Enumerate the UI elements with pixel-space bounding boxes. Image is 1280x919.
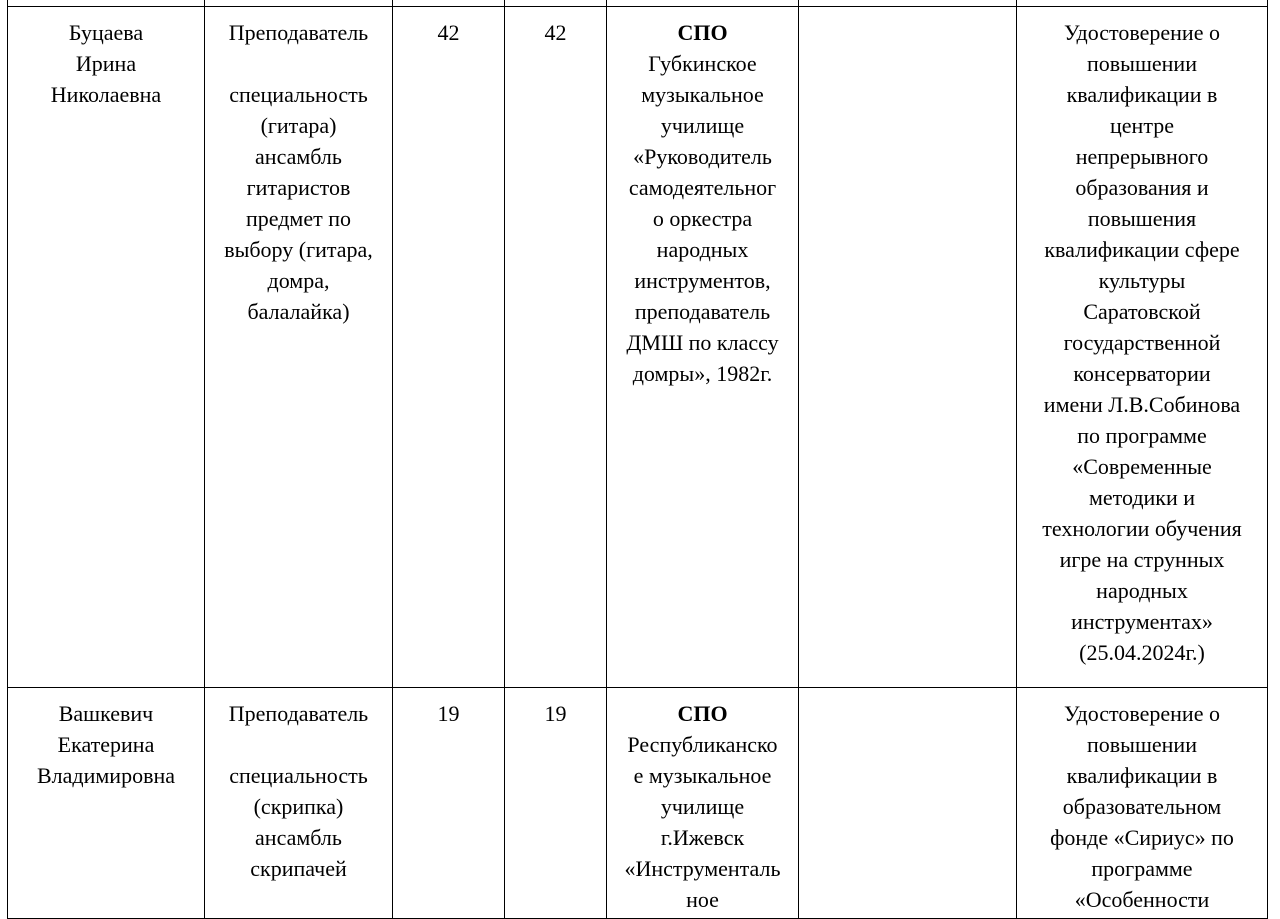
category-cell bbox=[799, 7, 1017, 688]
education-cell: СПО Губкинское музыкальное училище «Руководитель самодеятельног о оркестра народных инструментов, преподаватель ДМШ по классу домры», 1982г. bbox=[607, 7, 799, 688]
table-row bbox=[8, 688, 1268, 919]
position-cell: Преподаватель специальность (гитара) ансамбль гитаристов предмет по выбору (гитара, домра, балалайка) bbox=[205, 7, 393, 688]
table-row bbox=[8, 7, 1268, 688]
education-cell: СПО Республиканско е музыкальное училище г.Ижевск «Инструменталь ное bbox=[607, 688, 799, 919]
position-text: Преподаватель bbox=[228, 20, 369, 45]
total-experience-cell: 19 bbox=[393, 688, 505, 919]
category-cell bbox=[799, 688, 1017, 919]
position-text: Преподаватель bbox=[228, 701, 369, 726]
education-level: СПО bbox=[677, 20, 728, 45]
ped-experience-cell: 19 bbox=[505, 688, 607, 919]
qualification-cell: Удостоверение о повышении квалификации в образовательном фонде «Сириус» по программе «Особенности bbox=[1017, 688, 1268, 919]
name-cell: Вашкевич Екатерина Владимировна bbox=[8, 688, 205, 919]
ped-experience-cell: 42 bbox=[505, 7, 607, 688]
education-level: СПО bbox=[677, 701, 728, 726]
qualification-cell: Удостоверение о повышении квалификации в центре непрерывного образования и повышения квалификации сфере культуры Саратовской государственной консерватории имени Л.В.Собинова по программе «Современные методики и технологии обучения игре на струнных народных инструментах» (25.04.2024г.) bbox=[1017, 7, 1268, 688]
name-cell: Буцаева Ирина Николаевна bbox=[8, 7, 205, 688]
position-cell: Преподаватель специальность (скрипка) ансамбль скрипачей bbox=[205, 688, 393, 919]
total-experience-cell: 42 bbox=[393, 7, 505, 688]
staff-table bbox=[7, 0, 1268, 919]
